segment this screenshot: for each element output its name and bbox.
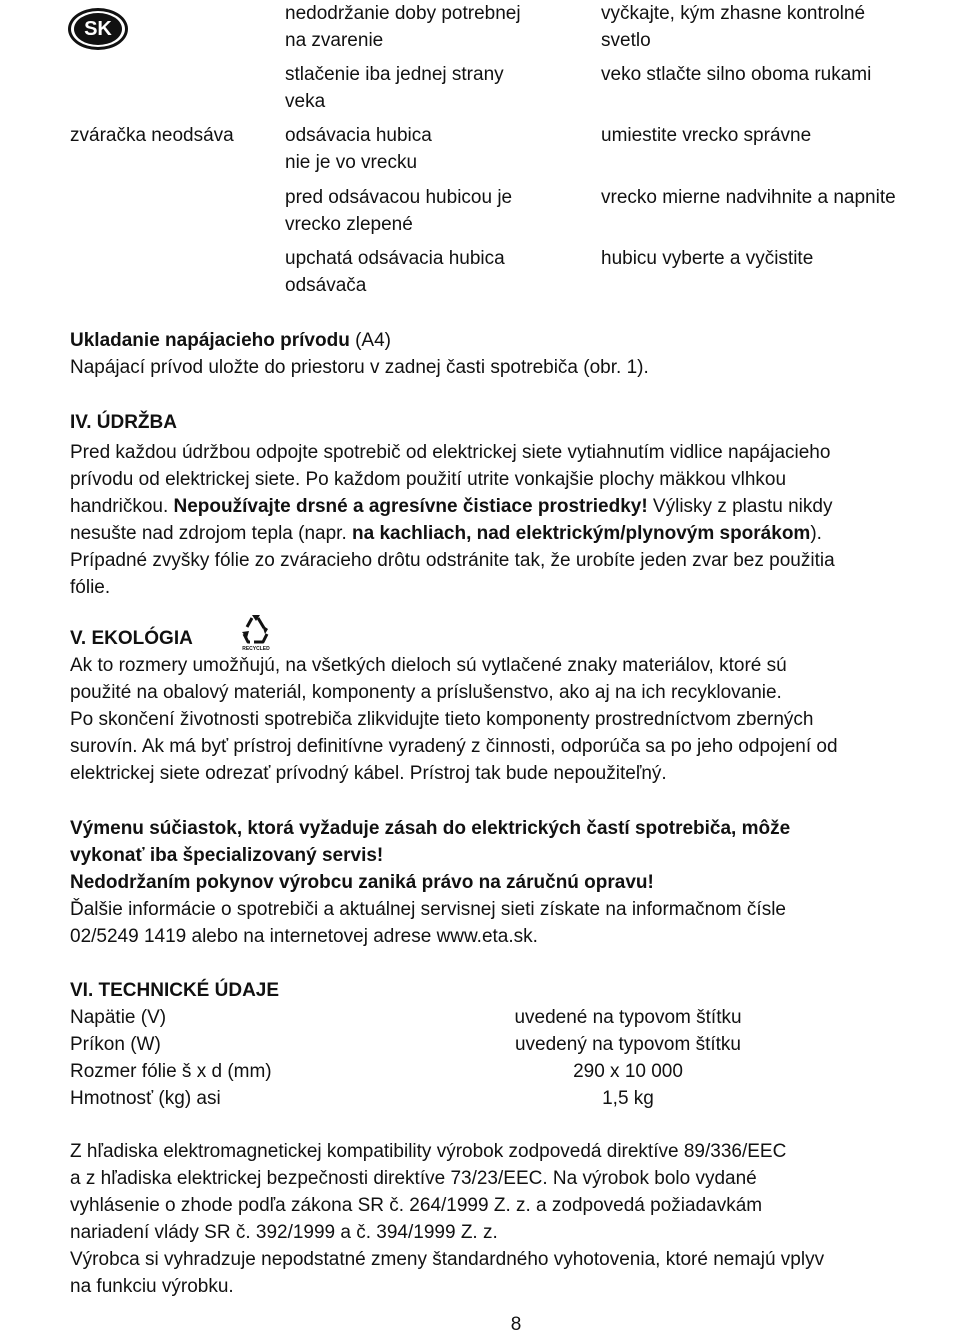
maintenance-line: Pred každou údržbou odpojte spotrebič od elektrickej siete vytiahnutím vidlice napájacieho <box>70 442 831 463</box>
compliance-line: Výrobca si vyhradzuje nepodstatné zmeny štandardného vyhotovenia, ktoré nemajú vplyv <box>70 1249 825 1270</box>
ecology-line: použité na obalový materiál, komponenty a príslušenstvo, ako aj na ich recyklovanie. <box>70 682 782 703</box>
maintenance-text: ). <box>810 523 822 544</box>
compliance-section <box>70 1138 960 1300</box>
maintenance-line: fólie. <box>70 577 111 598</box>
trouble-cause-line: odsávača <box>285 275 367 296</box>
maintenance-heading: IV. ÚDRŽBA <box>70 412 177 433</box>
maintenance-line: Prípadné zvyšky fólie zo zváracieho drôtu odstránite tak, že urobíte jeden zvar bez použitia <box>70 550 835 571</box>
spec-label: Napätie (V) <box>70 1007 167 1028</box>
language-badge-label: SK <box>74 13 122 45</box>
storage-heading-ref: (A4) <box>349 330 391 351</box>
ecology-line: surovín. Ak má byť prístroj definitívne vyradený z činnosti, odporúča sa po jeho odpojení od <box>70 736 838 757</box>
trouble-fix-line: vrecko mierne nadvihnite a napnite <box>601 187 896 208</box>
trouble-cause-line: vrecko zlepené <box>285 214 413 235</box>
trouble-fix <box>601 122 956 149</box>
trouble-cause-line: veka <box>285 91 326 112</box>
technical-heading: VI. TECHNICKÉ ÚDAJE <box>70 980 280 1001</box>
trouble-cause <box>285 184 585 238</box>
compliance-line: na funkciu výrobku. <box>70 1276 234 1297</box>
trouble-fix-line: svetlo <box>601 30 651 51</box>
trouble-cause-line: nedodržanie doby potrebnej <box>285 3 521 24</box>
trouble-fix <box>601 0 956 54</box>
trouble-fix-line: vyčkajte, kým zhasne kontrolné <box>601 3 866 24</box>
language-badge <box>68 8 128 50</box>
maintenance-warning: Nepoužívajte drsné a agresívne čistiace prostriedky! <box>173 496 648 517</box>
spec-value: uvedené na typovom štítku <box>514 1007 742 1028</box>
storage-text: Napájací prívod uložte do priestoru v zadnej časti spotrebiča (obr. 1). <box>70 357 649 378</box>
spec-label: Hmotnosť (kg) asi <box>70 1088 221 1109</box>
service-warning: vykonať iba špecializovaný servis! <box>70 845 384 866</box>
maintenance-line: prívodu od elektrickej siete. Po každom použití utrite vonkajšie plochy mäkkou vlhkou <box>70 469 787 490</box>
trouble-fix <box>601 184 956 211</box>
ecology-text <box>70 652 960 787</box>
page-number: 8 <box>510 1314 522 1335</box>
maintenance-section <box>70 409 960 601</box>
storage-heading-title: Ukladanie napájacieho prívodu <box>70 330 350 351</box>
spec-label: Rozmer fólie š x d (mm) <box>70 1061 272 1082</box>
ecology-line: Po skončení životnosti spotrebiča zlikvidujte tieto komponenty prostredníctvom zberných <box>70 709 814 730</box>
recycle-icon <box>238 612 274 652</box>
trouble-cause <box>285 61 585 115</box>
compliance-line: Z hľadiska elektromagnetickej kompatibility výrobok zodpovedá direktíve 89/336/EEC <box>70 1141 787 1162</box>
trouble-cause-line: odsávacia hubica <box>285 125 432 146</box>
trouble-fix <box>601 245 956 272</box>
spec-value: 290 x 10 000 <box>573 1061 683 1082</box>
service-section <box>70 815 960 950</box>
maintenance-text: nesušte nad zdrojom tepla (napr. <box>70 523 353 544</box>
maintenance-warning: na kachliach, nad elektrickým/plynovým sporákom <box>352 523 811 544</box>
maintenance-text: Výlisky z plastu nikdy <box>647 496 833 517</box>
storage-heading <box>70 327 960 354</box>
compliance-line: nariadení vlády SR č. 392/1999 a č. 394/1999 Z. z. <box>70 1222 498 1243</box>
warranty-warning: Nedodržaním pokynov výrobcu zaniká právo na záručnú opravu! <box>70 872 654 893</box>
trouble-fix-line: veko stlačte silno oboma rukami <box>601 64 872 85</box>
trouble-cause-line: upchatá odsávacia hubica <box>285 248 505 269</box>
maintenance-line <box>70 493 960 520</box>
recycle-icon-label: RECYCLED <box>242 646 270 652</box>
compliance-line: vyhlásenie o zhode podľa zákona SR č. 264/1999 Z. z. a zodpovedá požiadavkám <box>70 1195 763 1216</box>
maintenance-line <box>70 520 960 547</box>
trouble-cause <box>285 0 585 54</box>
spec-value: uvedený na typovom štítku <box>514 1034 741 1055</box>
trouble-fix <box>601 61 956 88</box>
trouble-cause <box>285 245 585 299</box>
compliance-line: a z hľadiska elektrickej bezpečnosti direktíve 73/23/EEC. Na výrobok bolo vydané <box>70 1168 757 1189</box>
maintenance-text: handričkou. <box>70 496 174 517</box>
ecology-line: Ak to rozmery umožňujú, na všetkých dieloch sú vytlačené znaky materiálov, ktoré sú <box>70 655 787 676</box>
trouble-cause <box>285 122 585 176</box>
trouble-fix-line: umiestite vrecko správne <box>601 125 812 146</box>
service-contact: 02/5249 1419 alebo na internetovej adrese www.eta.sk. <box>70 926 538 947</box>
trouble-cause-line: pred odsávacou hubicou je <box>285 187 513 208</box>
trouble-fix-line: hubicu vyberte a vyčistite <box>601 248 814 269</box>
ecology-heading: V. EKOLÓGIA <box>70 628 193 649</box>
trouble-cause-line: nie je vo vrecku <box>285 152 418 173</box>
service-info: Ďalšie informácie o spotrebiči a aktuálnej servisnej sieti získate na informačnom čísle <box>70 899 786 920</box>
service-warning: Výmenu súčiastok, ktorá vyžaduje zásah do elektrických častí spotrebiča, môže <box>70 818 791 839</box>
spec-label: Príkon (W) <box>70 1034 161 1055</box>
ecology-line: elektrickej siete odrezať prívodný kábel. Prístroj tak bude nepoužiteľný. <box>70 763 667 784</box>
trouble-problem: zváračka neodsáva <box>70 125 234 146</box>
storage-section <box>70 327 960 381</box>
trouble-cause-line: stlačenie iba jednej strany <box>285 64 504 85</box>
trouble-cause-line: na zvarenie <box>285 30 384 51</box>
spec-value: 1,5 kg <box>602 1088 654 1109</box>
